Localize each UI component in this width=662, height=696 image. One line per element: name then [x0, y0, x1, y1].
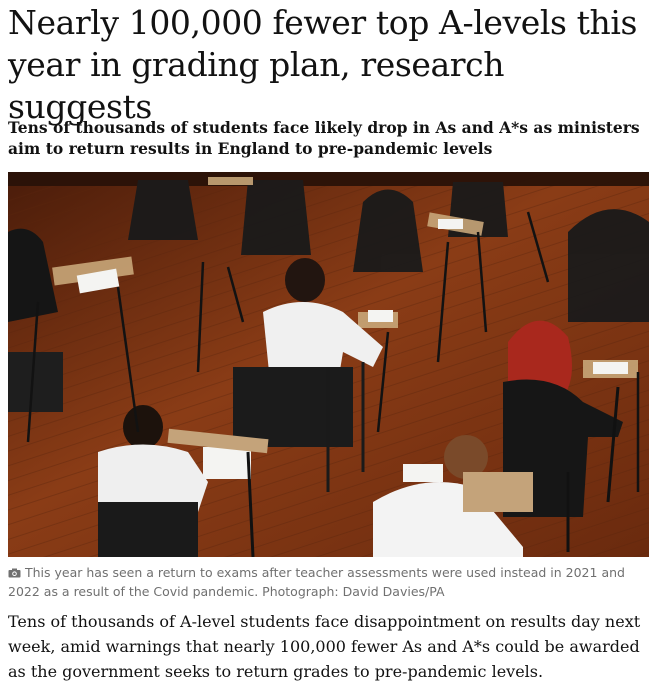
article-headline: Nearly 100,000 fewer top A-levels this year in grading plan, research suggests — [8, 3, 638, 126]
camera-icon — [8, 568, 21, 578]
article-body-paragraph: Tens of thousands of A-level students face disappointment on results day next week, amid warnings that nearly 100,000 fewer As and A*s could be awarded as the government seeks to return grades to pre-pandemic levels. — [8, 612, 641, 681]
exam-hall-photo — [8, 172, 649, 557]
article-photo — [8, 172, 649, 557]
photo-caption — [8, 563, 648, 601]
article-standfirst: Tens of thousands of students face likely drop in As and A*s as ministers aim to return results in England to pre-pandemic levels — [8, 118, 640, 158]
photo-caption-text: This year has seen a return to exams after teacher assessments were used instead in 2021 and 2022 as a result of the Covid pandemic. Photograph: David Davies/PA — [8, 565, 625, 599]
